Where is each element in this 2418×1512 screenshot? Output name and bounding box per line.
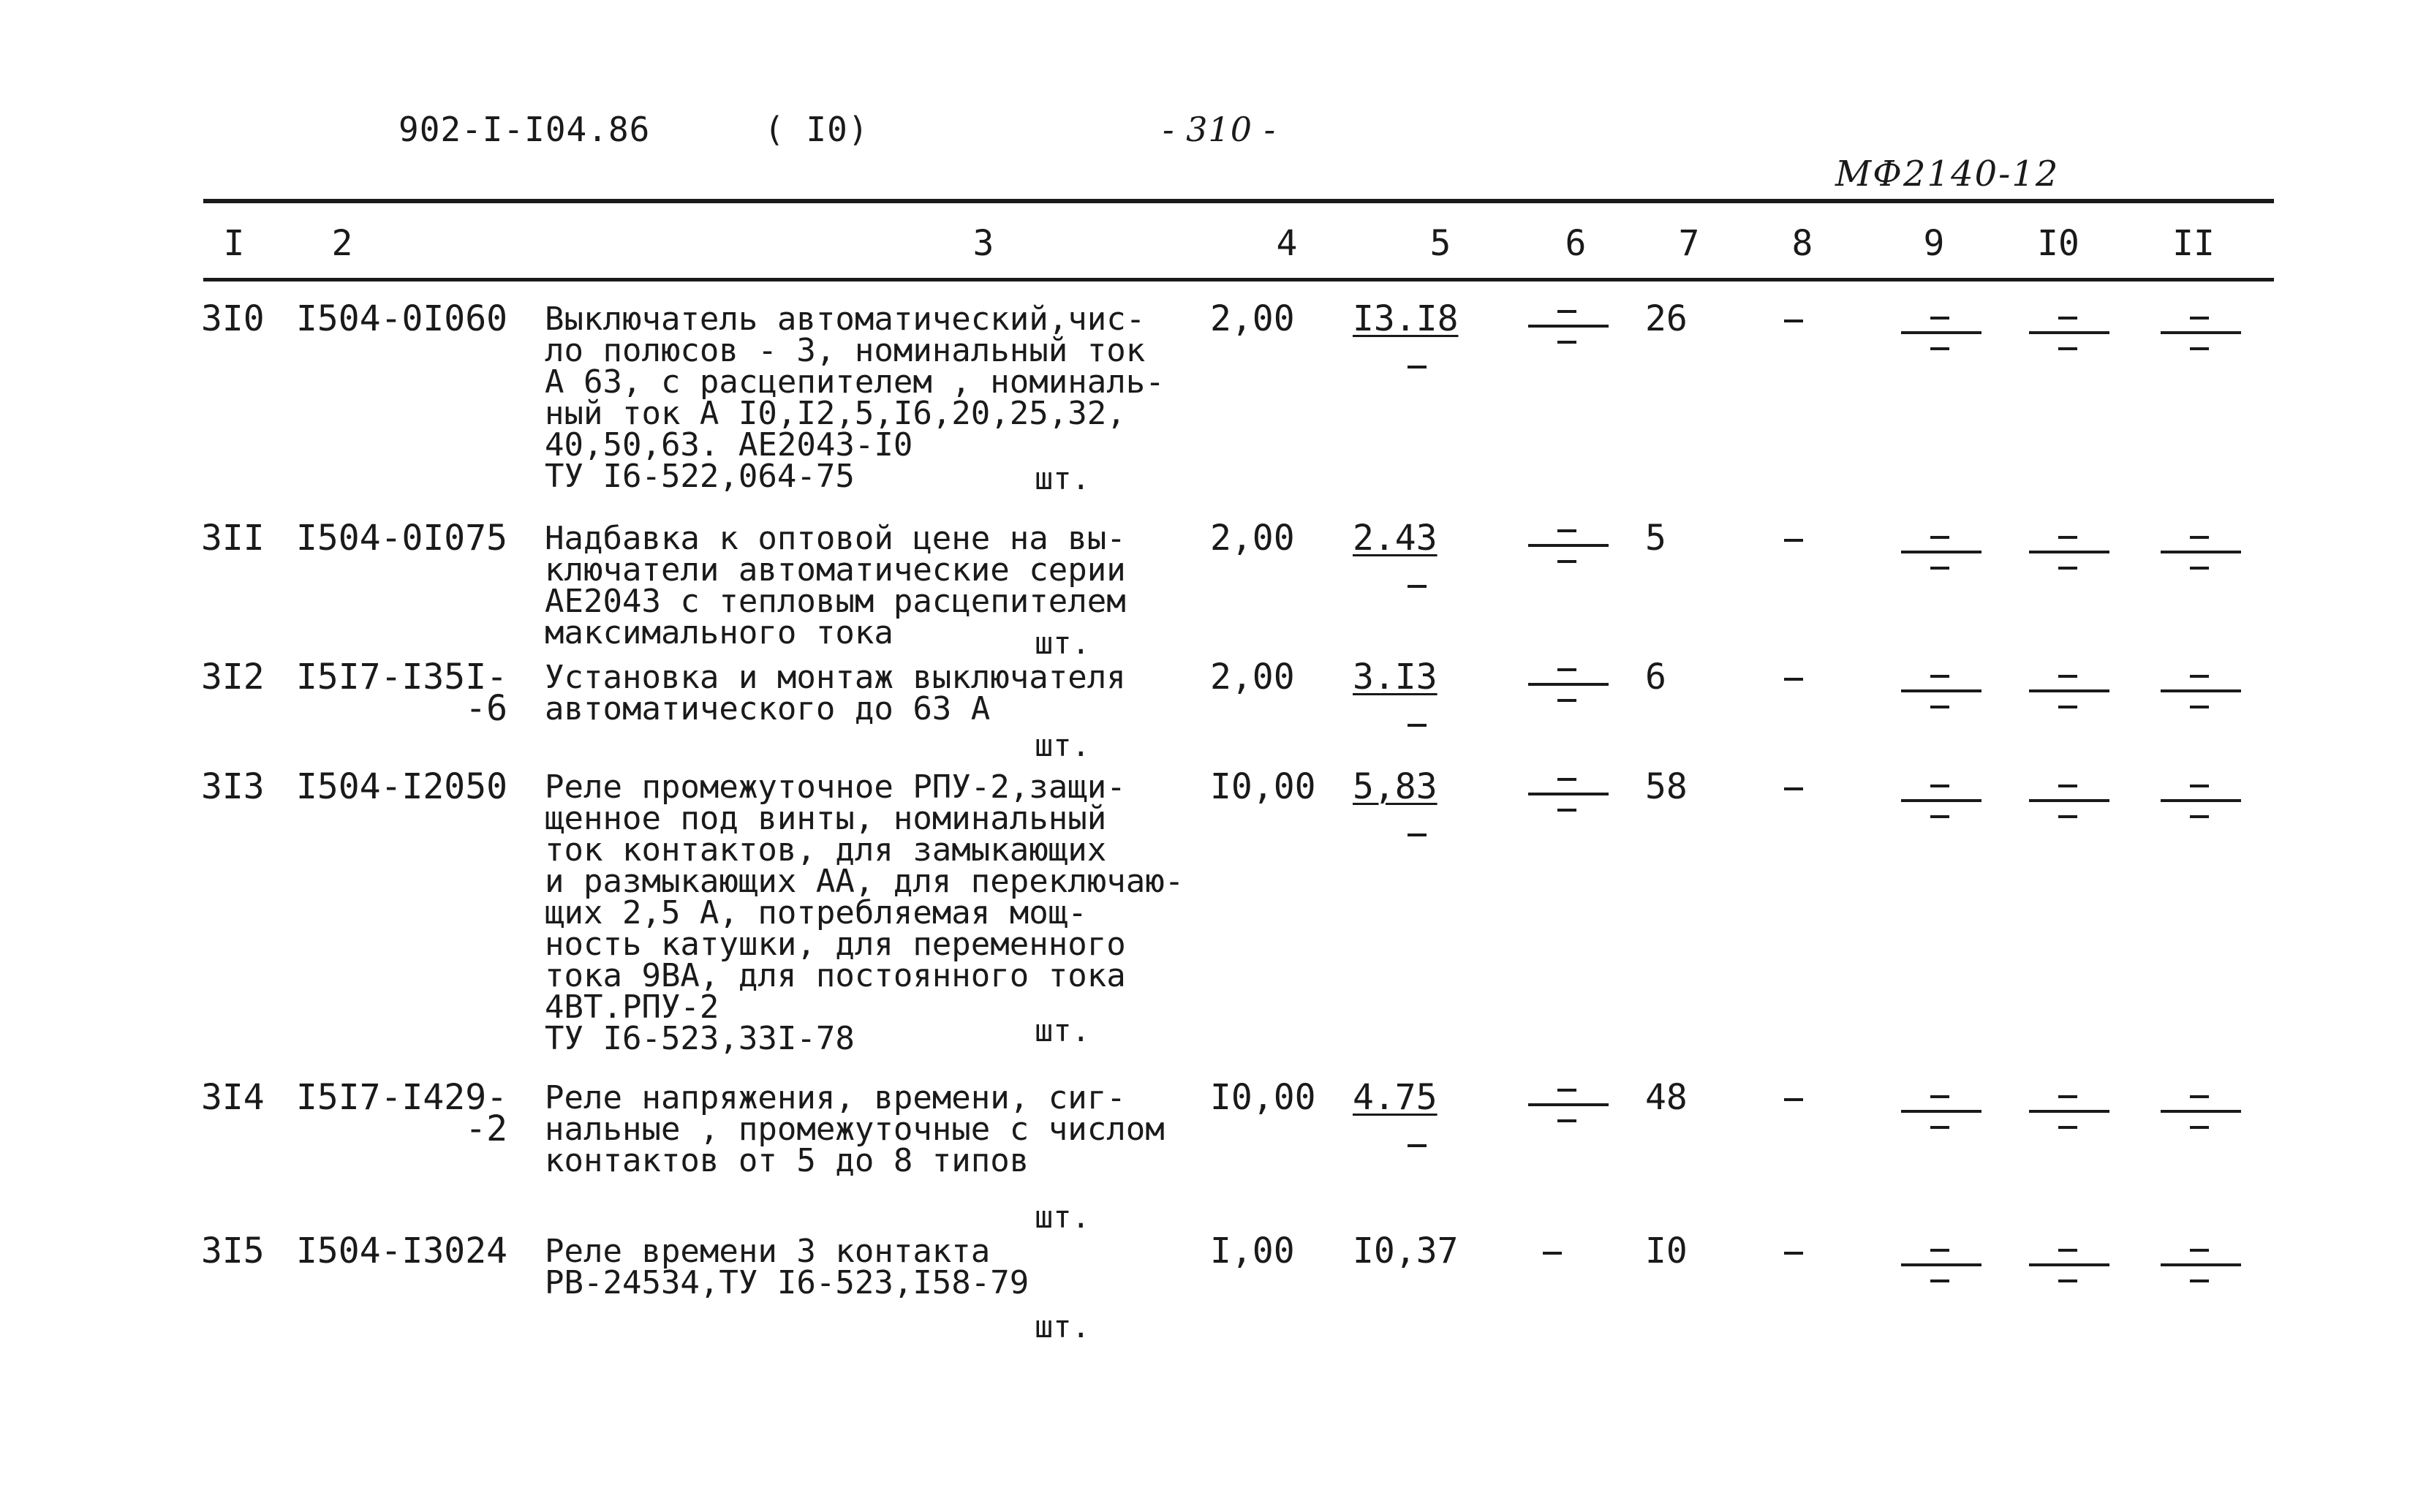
column-11-fraction bbox=[2161, 532, 2241, 575]
fraction-bottom-dash bbox=[1930, 1279, 1949, 1282]
fraction-bottom-dash bbox=[1930, 1126, 1949, 1129]
fraction-bottom-dash bbox=[1557, 809, 1576, 812]
fraction-bar bbox=[2029, 331, 2109, 334]
row-code: I504-I2050 bbox=[296, 766, 507, 807]
column-header-7: 7 bbox=[1678, 223, 1700, 264]
fraction-top-dash bbox=[2058, 1249, 2077, 1252]
fraction-top-dash bbox=[2190, 1095, 2209, 1098]
column-8-dash bbox=[1784, 787, 1803, 790]
column-11-fraction bbox=[2161, 670, 2241, 714]
fraction-bar bbox=[1901, 799, 1981, 802]
page-number: - 310 - bbox=[1163, 110, 1277, 149]
column-11-fraction bbox=[2161, 1244, 2241, 1288]
fraction-bar bbox=[2029, 689, 2109, 692]
fraction-bottom-dash bbox=[1557, 341, 1576, 344]
column-10-fraction bbox=[2029, 670, 2109, 714]
fraction-bar bbox=[2161, 551, 2241, 553]
handwritten-mark: МФ2140-12 bbox=[1835, 154, 2060, 194]
fraction-bottom-dash bbox=[2058, 1126, 2077, 1129]
fraction-bar bbox=[1901, 551, 1981, 553]
row-price: 4.75 bbox=[1353, 1077, 1437, 1118]
row-unit: шт. bbox=[1035, 625, 1090, 661]
column-9-fraction bbox=[1901, 312, 1981, 356]
column-header-8: 8 bbox=[1791, 223, 1813, 264]
fraction-top-dash bbox=[1930, 675, 1949, 678]
row-quantity: 2,00 bbox=[1210, 657, 1295, 698]
row-description: Надбавка к оптовой цене на вы- ключатели автоматические серии АЕ2043 с тепловым расцепителем максимального тока bbox=[545, 520, 1126, 651]
fraction-bottom-dash bbox=[2058, 815, 2077, 818]
fraction-bottom-dash bbox=[2058, 706, 2077, 708]
fraction-bar bbox=[2161, 1110, 2241, 1113]
row-number: 3II bbox=[201, 518, 265, 559]
fraction-bottom-dash bbox=[2190, 347, 2209, 350]
fraction-bottom-dash bbox=[1557, 1119, 1576, 1122]
column-header-2: 2 bbox=[331, 223, 353, 264]
row-unit: шт. bbox=[1035, 461, 1090, 496]
column-7-value: 5 bbox=[1645, 518, 1666, 559]
row-price: 3.I3 bbox=[1353, 657, 1437, 698]
column-11-fraction bbox=[2161, 1091, 2241, 1135]
column-11-fraction bbox=[2161, 780, 2241, 824]
column-9-fraction bbox=[1901, 532, 1981, 575]
column-6-fraction bbox=[1528, 1084, 1609, 1128]
fraction-top-dash bbox=[2058, 785, 2077, 787]
column-10-fraction bbox=[2029, 1091, 2109, 1135]
fraction-bar bbox=[2161, 799, 2241, 802]
column-8-dash bbox=[1784, 320, 1803, 322]
fraction-bar bbox=[1528, 325, 1609, 328]
column-10-fraction bbox=[2029, 780, 2109, 824]
fraction-bar bbox=[1901, 331, 1981, 334]
column-8-dash bbox=[1784, 539, 1803, 542]
column-9-fraction bbox=[1901, 670, 1981, 714]
fraction-top-dash bbox=[2058, 1095, 2077, 1098]
column-header-6: 6 bbox=[1565, 223, 1587, 264]
row-unit: шт. bbox=[1035, 727, 1090, 763]
column-header-1: I bbox=[223, 223, 245, 264]
row-description: Реле напряжения, времени, сиг- нальные , промежуточные с числом контактов от 5 до 8 типов bbox=[545, 1079, 1165, 1179]
row-quantity: 2,00 bbox=[1210, 298, 1295, 339]
fraction-top-dash bbox=[1557, 778, 1576, 781]
column-9-fraction bbox=[1901, 1244, 1981, 1288]
row-code: I504-0I060 bbox=[296, 298, 507, 339]
column-6-fraction bbox=[1528, 306, 1609, 349]
fraction-bar bbox=[1528, 683, 1609, 686]
column-7-value: 48 bbox=[1645, 1077, 1688, 1118]
fraction-bar bbox=[2029, 799, 2109, 802]
row-quantity: I0,00 bbox=[1210, 1077, 1316, 1118]
column-7-value: 26 bbox=[1645, 298, 1688, 339]
column-6-fraction bbox=[1528, 774, 1609, 817]
fraction-top-dash bbox=[1930, 317, 1949, 320]
row-price: 2.43 bbox=[1353, 518, 1437, 559]
column-10-fraction bbox=[2029, 1244, 2109, 1288]
row-number: 3I5 bbox=[201, 1231, 265, 1271]
column-header-4: 4 bbox=[1276, 223, 1298, 264]
fraction-top-dash bbox=[2058, 536, 2077, 539]
row-price: I0,37 bbox=[1353, 1231, 1459, 1271]
row-unit: шт. bbox=[1035, 1199, 1090, 1235]
fraction-bar bbox=[2161, 1263, 2241, 1266]
row-description: Выключатель автоматический,чис- ло полюсов - 3, номинальный ток А 63, с расцепителем , номиналь- ный ток А I0,I2,5,I6,20,25,32, 40,50,63. АЕ2043-I0 ТУ I6-522,064-75 bbox=[545, 300, 1165, 495]
row-code: I504-I3024 bbox=[296, 1231, 507, 1271]
fraction-bottom-dash bbox=[2190, 706, 2209, 708]
fraction-bottom-dash bbox=[2058, 567, 2077, 570]
fraction-top-dash bbox=[1930, 1249, 1949, 1252]
column-7-value: I0 bbox=[1645, 1231, 1688, 1271]
row-quantity: I,00 bbox=[1210, 1231, 1295, 1271]
price-sub-dash bbox=[1408, 366, 1427, 368]
column-7-value: 58 bbox=[1645, 766, 1688, 807]
fraction-top-dash bbox=[2190, 536, 2209, 539]
sheet-number: ( I0) bbox=[764, 110, 869, 149]
fraction-bar bbox=[1901, 1263, 1981, 1266]
fraction-bottom-dash bbox=[1557, 560, 1576, 563]
column-9-fraction bbox=[1901, 1091, 1981, 1135]
row-quantity: I0,00 bbox=[1210, 766, 1316, 807]
fraction-bottom-dash bbox=[1930, 815, 1949, 818]
column-6-dash bbox=[1543, 1252, 1562, 1255]
fraction-bottom-dash bbox=[1930, 567, 1949, 570]
row-code: I5I7-I429- -2 bbox=[296, 1077, 507, 1149]
fraction-top-dash bbox=[2058, 675, 2077, 678]
row-unit: шт. bbox=[1035, 1013, 1090, 1048]
row-code: I5I7-I35I- -6 bbox=[296, 657, 507, 729]
column-10-fraction bbox=[2029, 312, 2109, 356]
fraction-bar bbox=[1901, 1110, 1981, 1113]
fraction-bar bbox=[2029, 1110, 2109, 1113]
fraction-bar bbox=[2161, 331, 2241, 334]
row-number: 3I2 bbox=[201, 657, 265, 698]
fraction-top-dash bbox=[1557, 529, 1576, 532]
fraction-bar bbox=[2029, 551, 2109, 553]
fraction-top-dash bbox=[2190, 1249, 2209, 1252]
table-header-rule bbox=[203, 278, 2274, 281]
price-sub-dash bbox=[1408, 834, 1427, 836]
row-number: 3I3 bbox=[201, 766, 265, 807]
fraction-bottom-dash bbox=[2190, 1279, 2209, 1282]
document-code: 902-I-I04.86 bbox=[398, 110, 651, 149]
fraction-bottom-dash bbox=[2190, 567, 2209, 570]
fraction-top-dash bbox=[1930, 1095, 1949, 1098]
fraction-bar bbox=[1901, 689, 1981, 692]
fraction-bottom-dash bbox=[2058, 1279, 2077, 1282]
price-sub-dash bbox=[1408, 724, 1427, 727]
fraction-bottom-dash bbox=[2190, 815, 2209, 818]
fraction-top-dash bbox=[1557, 1089, 1576, 1092]
row-description: Установка и монтаж выключателя автоматического до 63 А bbox=[545, 659, 1126, 727]
price-sub-dash bbox=[1408, 1144, 1427, 1147]
fraction-top-dash bbox=[2190, 785, 2209, 787]
fraction-top-dash bbox=[1557, 668, 1576, 671]
fraction-top-dash bbox=[2058, 317, 2077, 320]
price-sub-dash bbox=[1408, 585, 1427, 588]
fraction-top-dash bbox=[2190, 675, 2209, 678]
column-8-dash bbox=[1784, 1252, 1803, 1255]
column-9-fraction bbox=[1901, 780, 1981, 824]
column-6-fraction bbox=[1528, 525, 1609, 569]
column-6-fraction bbox=[1528, 664, 1609, 708]
fraction-top-dash bbox=[1557, 310, 1576, 313]
fraction-bottom-dash bbox=[1557, 699, 1576, 702]
row-description: Реле промежуточное РПУ-2,защи- щенное под винты, номинальный ток контактов, для замыкающих и размыкающих АА, для переключаю- щих 2,5 А, потребляемая мощ- ность катушки, для переменного тока 9ВА, для постоянного тока 4ВТ.РПУ-2 ТУ I6-523,33I-78 bbox=[545, 768, 1185, 1057]
fraction-bar bbox=[1528, 793, 1609, 795]
column-8-dash bbox=[1784, 1098, 1803, 1101]
fraction-bottom-dash bbox=[1930, 347, 1949, 350]
fraction-top-dash bbox=[1930, 785, 1949, 787]
row-number: 3I0 bbox=[201, 298, 265, 339]
fraction-bottom-dash bbox=[1930, 706, 1949, 708]
row-description: Реле времени 3 контакта РВ-24534,ТУ I6-523,I58-79 bbox=[545, 1233, 1029, 1301]
row-number: 3I4 bbox=[201, 1077, 265, 1118]
column-11-fraction bbox=[2161, 312, 2241, 356]
row-price: 5,83 bbox=[1353, 766, 1437, 807]
column-header-9: 9 bbox=[1923, 223, 1945, 264]
fraction-bar bbox=[2161, 689, 2241, 692]
column-header-5: 5 bbox=[1429, 223, 1451, 264]
column-8-dash bbox=[1784, 678, 1803, 681]
row-price: I3.I8 bbox=[1353, 298, 1459, 339]
row-code: I504-0I075 bbox=[296, 518, 507, 559]
column-7-value: 6 bbox=[1645, 657, 1666, 698]
column-header-10: I0 bbox=[2037, 223, 2079, 264]
fraction-bar bbox=[1528, 1103, 1609, 1106]
column-10-fraction bbox=[2029, 532, 2109, 575]
fraction-bottom-dash bbox=[2190, 1126, 2209, 1129]
row-unit: шт. bbox=[1035, 1309, 1090, 1345]
fraction-bar bbox=[2029, 1263, 2109, 1266]
fraction-bar bbox=[1528, 544, 1609, 547]
column-header-3: 3 bbox=[972, 223, 994, 264]
fraction-top-dash bbox=[1930, 536, 1949, 539]
fraction-bottom-dash bbox=[2058, 347, 2077, 350]
column-header-11: II bbox=[2172, 223, 2215, 264]
table-top-rule bbox=[203, 199, 2274, 203]
row-quantity: 2,00 bbox=[1210, 518, 1295, 559]
fraction-top-dash bbox=[2190, 317, 2209, 320]
